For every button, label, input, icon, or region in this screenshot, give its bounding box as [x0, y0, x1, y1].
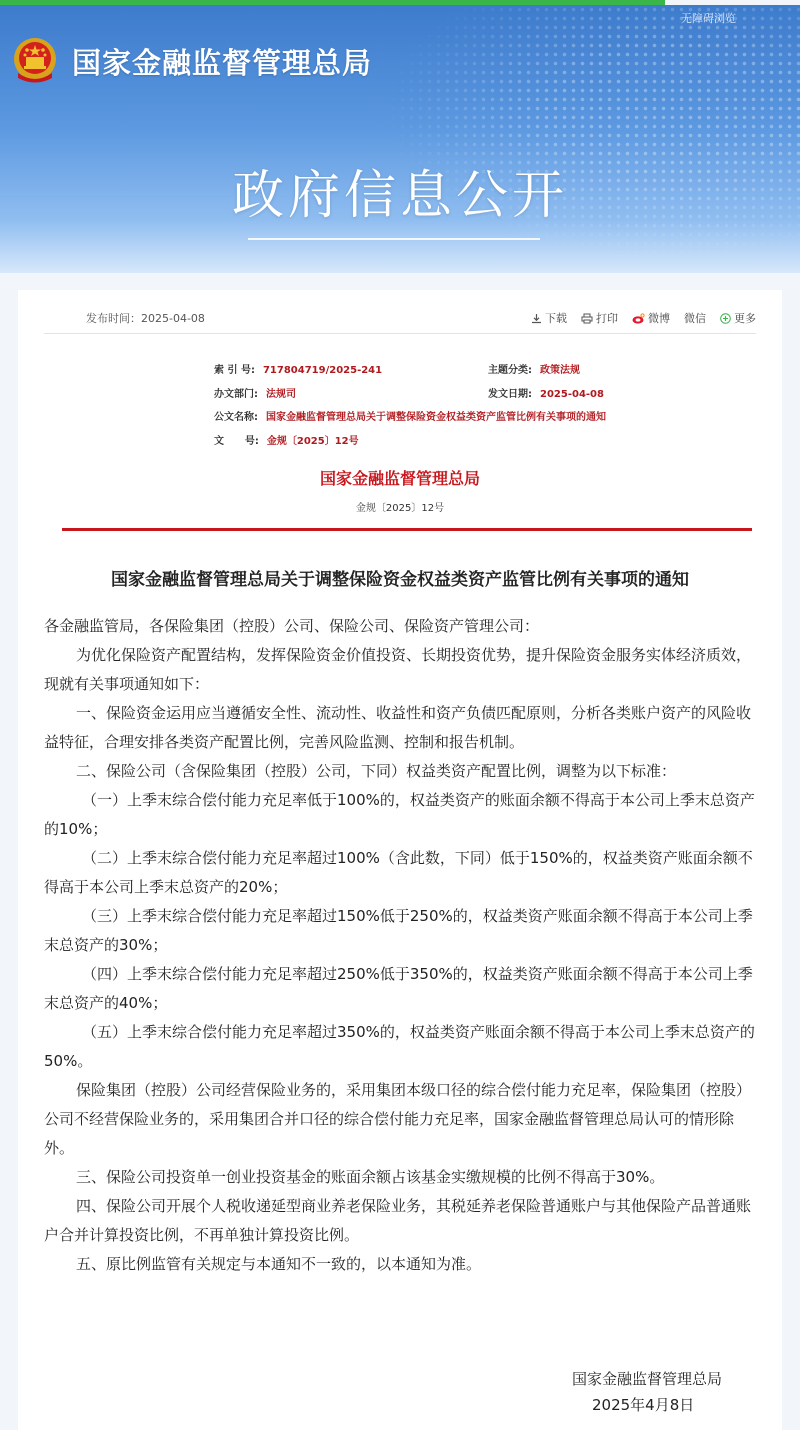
signature-date: 2025年4月8日 [592, 1396, 695, 1414]
document-issuer: 国家金融监督管理总局 [319, 469, 480, 488]
document-number-value: 金规〔2025〕12号 [266, 436, 359, 447]
plus-circle-icon [720, 313, 731, 324]
publish-time-label: 发布时间： [86, 312, 141, 325]
more-label: 更多 [734, 312, 756, 325]
document-title: 国家金融监督管理总局关于调整保险资金权益类资产监管比例有关事项的通知 [111, 570, 689, 590]
paragraph: （四）上季末综合偿付能力充足率超过250%低于350%的，权益类资产账面余额不得高于本公司上季末总资产的40%； [44, 965, 753, 1012]
issue-date-field [488, 385, 604, 400]
site-header [0, 5, 800, 273]
department-label: 办文部门: [214, 389, 258, 400]
document-body [44, 612, 758, 1279]
document-name-label: 公文名称: [214, 412, 258, 423]
paragraph: （三）上季末综合偿付能力充足率超过150%低于250%的，权益类资产账面余额不得高于本公司上季末总资产的30%； [44, 907, 753, 954]
paragraph: 二、保险公司（含保险集团（控股）公司，下同）权益类资产配置比例，调整为以下标准： [76, 762, 677, 780]
document-name-value: 国家金融监督管理总局关于调整保险资金权益类资产监管比例有关事项的通知 [266, 412, 606, 423]
weibo-label: 微博 [648, 312, 670, 325]
share-toolbar [531, 310, 756, 326]
print-label: 打印 [596, 312, 618, 325]
meta-divider [44, 333, 756, 334]
org-title[interactable]: 国家金融监督管理总局 [72, 46, 373, 80]
document-number-field [214, 432, 359, 447]
signature-org: 国家金融监督管理总局 [572, 1370, 723, 1388]
weibo-icon [632, 313, 645, 324]
index-number-label: 索 引 号: [214, 365, 255, 376]
department-field [214, 385, 296, 400]
paragraph: 为优化保险资产配置结构，发挥保险资金价值投资、长期投资优势，提升保险资金服务实体经济质效，现就有关事项通知如下： [44, 646, 752, 693]
meta-row [86, 310, 756, 330]
paragraph: 五、原比例监管有关规定与本通知不一致的，以本通知为准。 [76, 1255, 482, 1273]
paragraph: 四、保险公司开展个人税收递延型商业养老保险业务，其税延养老保险普通账户与其他保险产品普通账户合并计算投资比例，不再单独计算投资比例。 [44, 1197, 752, 1244]
topic-field [488, 361, 580, 376]
more-share-button[interactable] [720, 310, 756, 326]
section-title: 政府信息公开 [231, 166, 568, 226]
wechat-share-button[interactable] [684, 310, 706, 326]
download-icon [531, 313, 542, 324]
department-value: 法规司 [266, 389, 296, 400]
wechat-label: 微信 [684, 312, 706, 325]
red-header-line [62, 528, 752, 531]
document-number-label: 文 号: [214, 436, 259, 447]
accessible-browse-link[interactable]: 无障碍浏览 [681, 12, 736, 25]
paragraph: 一、保险资金运用应当遵循安全性、流动性、收益性和资产负债匹配原则，分析各类账户资产的风险收益特征，合理安排各类资产配置比例，完善风险监测、控制和报告机制。 [44, 704, 752, 751]
paragraph: （一）上季末综合偿付能力充足率低于100%的，权益类资产的账面余额不得高于本公司上季末总资产的10%； [44, 791, 755, 838]
document-name-field [214, 408, 606, 423]
printer-icon [581, 313, 593, 324]
topic-label: 主题分类: [488, 365, 532, 376]
index-number-value: 717804719/2025-241 [262, 365, 383, 376]
download-button[interactable] [531, 310, 567, 326]
issue-date-label: 发文日期: [488, 389, 532, 400]
topic-value: 政策法规 [540, 365, 580, 376]
publish-time: 2025-04-08 [141, 312, 205, 325]
index-number-field [214, 361, 382, 376]
print-button[interactable] [581, 310, 618, 326]
national-emblem-icon [8, 33, 62, 87]
salutation: 各金融监管局，各保险集团（控股）公司、保险公司、保险资产管理公司： [44, 617, 540, 635]
paragraph: （五）上季末综合偿付能力充足率超过350%的，权益类资产账面余额不得高于本公司上季末总资产的50%。 [44, 1023, 755, 1070]
title-divider [248, 238, 540, 240]
paragraph: 三、保险公司投资单一创业投资基金的账面余额占该基金实缴规模的比例不得高于30%。 [76, 1168, 665, 1186]
issue-date-value: 2025-04-08 [540, 389, 604, 400]
weibo-share-button[interactable] [632, 310, 670, 326]
paragraph: 保险集团（控股）公司经营保险业务的，采用集团本级口径的综合偿付能力充足率，保险集团（控股）公司不经营保险业务的，采用集团合并口径的综合偿付能力充足率，国家金融监督管理总局认可的情形除外。 [44, 1081, 752, 1157]
paragraph: （二）上季末综合偿付能力充足率超过100%（含此数，下同）低于150%的，权益类资产账面余额不得高于本公司上季末总资产的20%； [44, 849, 753, 896]
download-label: 下载 [545, 312, 567, 325]
document-number: 金规〔2025〕12号 [355, 503, 445, 514]
